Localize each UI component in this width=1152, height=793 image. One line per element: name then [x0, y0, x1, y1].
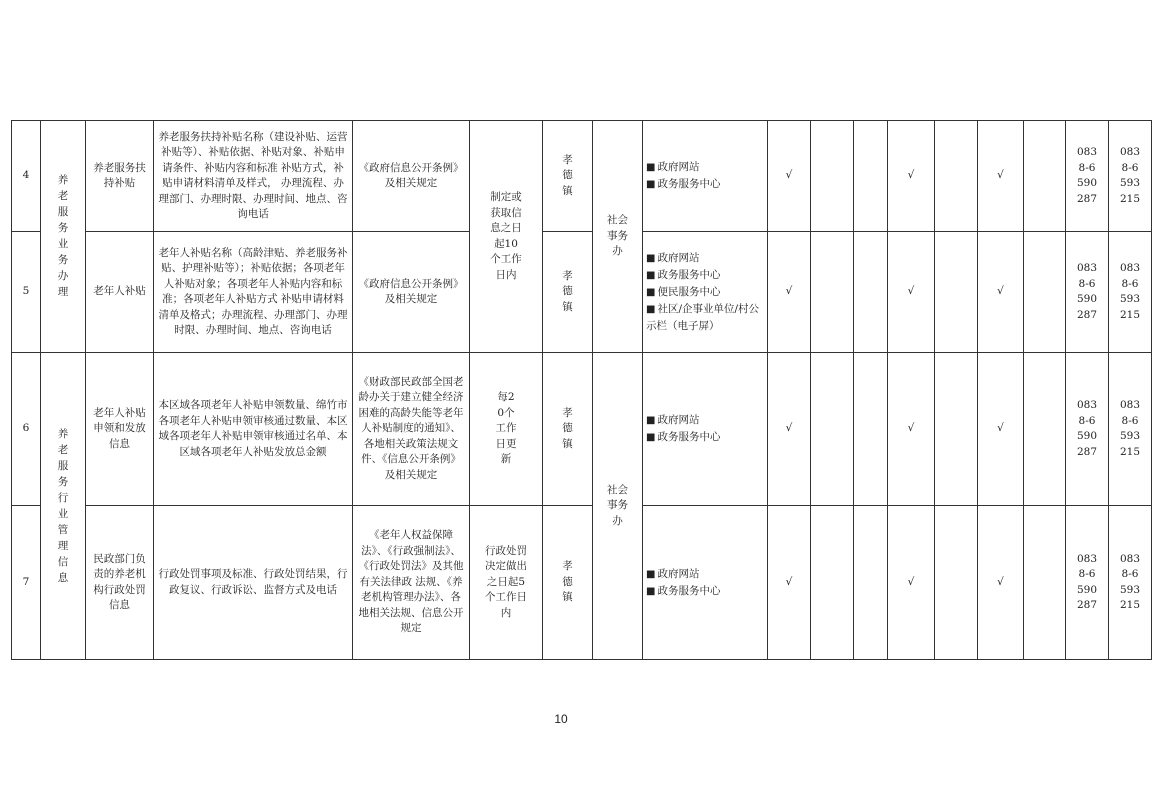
check-cell: √: [978, 506, 1024, 660]
channels-cell: [643, 506, 768, 660]
contact-cell: [1066, 232, 1109, 353]
table-row: [12, 353, 1152, 506]
blank-cell: [935, 353, 978, 506]
blank-cell: [935, 232, 978, 353]
subject-label: 孝德镇: [562, 406, 573, 450]
contact-phone: 0838-6590287: [1076, 552, 1098, 611]
basis-cell: 《财政部民政部全国老龄办关于建立健全经济困难的高龄失能等老年人补贴制度的通知》、各地相关政策法规文件、《信息公开条例》及相关规定: [353, 353, 470, 506]
timeframe-label: 每20个工作日更新: [495, 391, 517, 466]
contact-cell: [1109, 121, 1152, 232]
contact-cell: [1109, 506, 1152, 660]
channels-cell: [643, 353, 768, 506]
contact-cell: [1066, 121, 1109, 232]
blank-cell: [854, 232, 888, 353]
table-row: [12, 506, 1152, 660]
content-cell: 本区域各项老年人补贴申领数量、绵竹市各项老年人补贴申领审核通过数量、本区域各项老年人补贴申领审核通过名单、本区域各项老年人补贴发放总金额: [154, 353, 353, 506]
check-cell: √: [888, 232, 935, 353]
check-cell: √: [768, 121, 811, 232]
channel-item: ■ 政务服务中心: [646, 176, 764, 193]
timeframe-label: 行政处罚决定做出之日起5个工作日内: [485, 544, 527, 619]
channel-item: ■ 政务服务中心: [646, 267, 764, 284]
blank-cell: [811, 506, 854, 660]
basis-cell: 《老年人权益保障法》、《行政强制法》、《行政处罚法》及其他有关法律政 法规、《养老机构管理办法》、各地相关法规、信息公开规定: [353, 506, 470, 660]
check-cell: √: [768, 506, 811, 660]
row-number: 5: [12, 232, 41, 353]
item-cell: 民政部门负责的养老机构行政处罚信息: [86, 506, 154, 660]
timeframe-cell: [470, 506, 543, 660]
blank-cell: [1024, 121, 1066, 232]
blank-cell: [854, 121, 888, 232]
item-cell: 老年人补贴: [86, 232, 154, 353]
subject-cell: [543, 353, 593, 506]
check-cell: √: [978, 353, 1024, 506]
check-cell: √: [978, 232, 1024, 353]
table-row: [12, 232, 1152, 353]
subject-label: 孝德镇: [562, 269, 573, 313]
item-cell: 养老服务扶持补贴: [86, 121, 154, 232]
basis-cell: 《政府信息公开条例》及相关规定: [353, 232, 470, 353]
subject-cell: [543, 506, 593, 660]
channel-item: ■ 政务服务中心: [646, 429, 764, 446]
department-label: 社会事务办: [607, 483, 628, 527]
blank-cell: [811, 353, 854, 506]
subject-cell: [543, 121, 593, 232]
basis-cell: 《政府信息公开条例》及相关规定: [353, 121, 470, 232]
contact-cell: [1066, 353, 1109, 506]
blank-cell: [811, 121, 854, 232]
timeframe-cell: [470, 353, 543, 506]
row-number: 7: [12, 506, 41, 660]
content-cell: 行政处罚事项及标准、行政处罚结果，行政复议、行政诉讼、监督方式及电话: [154, 506, 353, 660]
blank-cell: [935, 121, 978, 232]
contact-phone: 0838-6590287: [1076, 399, 1098, 458]
contact-phone: 0838-6593215: [1119, 552, 1141, 611]
blank-cell: [935, 506, 978, 660]
check-cell: √: [768, 232, 811, 353]
disclosure-table: [11, 120, 1152, 660]
contact-phone: 0838-6593215: [1119, 399, 1141, 458]
department-label: 社会事务办: [607, 214, 628, 258]
contact-phone: 0838-6590287: [1076, 146, 1098, 205]
contact-cell: [1109, 232, 1152, 353]
category-cell: [41, 121, 86, 353]
department-cell: [593, 353, 643, 660]
contact-phone: 0838-6590287: [1076, 262, 1098, 321]
subject-label: 孝德镇: [562, 153, 573, 197]
check-cell: √: [888, 121, 935, 232]
check-cell: √: [888, 506, 935, 660]
channels-cell: [643, 232, 768, 353]
blank-cell: [854, 506, 888, 660]
category-label: 养老服务行业管理信息: [57, 427, 69, 584]
contact-cell: [1109, 353, 1152, 506]
channel-item: ■ 政府网站: [646, 159, 764, 176]
page-number: 10: [554, 712, 568, 726]
channel-item: ■ 政府网站: [646, 250, 764, 267]
blank-cell: [854, 353, 888, 506]
channel-item: ■ 政务服务中心: [646, 583, 764, 600]
category-label: 养老服务业务办理: [57, 174, 69, 299]
check-cell: √: [978, 121, 1024, 232]
timeframe-cell: [470, 121, 543, 353]
blank-cell: [1024, 232, 1066, 353]
contact-cell: [1066, 506, 1109, 660]
category-cell: [41, 353, 86, 660]
item-cell: 老年人补贴申领和发放信息: [86, 353, 154, 506]
content-cell: 养老服务扶持补贴名称（建设补贴、运营补贴等）、补贴依据、补贴对象、补贴申请条件、补贴内容和标准 补贴方式，补贴申请材料清单及样式， 办理流程、办理部门、办理时限、办理时间、地点、咨询电话: [154, 121, 353, 232]
blank-cell: [1024, 353, 1066, 506]
row-number: 4: [12, 121, 41, 232]
subject-label: 孝德镇: [562, 560, 573, 604]
channel-item: ■ 政府网站: [646, 412, 764, 429]
contact-phone: 0838-6593215: [1119, 146, 1141, 205]
row-number: 6: [12, 353, 41, 506]
timeframe-label: 制定或获取信息之日起10个工作日内: [490, 191, 522, 281]
check-cell: √: [888, 353, 935, 506]
channels-cell: [643, 121, 768, 232]
content-cell: 老年人补贴名称（高龄津贴、养老服务补贴、护理补贴等）；补贴依据；各项老年人补贴对象；各项老年人补贴内容和标准；各项老年人补贴方式 补贴申请材料清单及格式；办理流程、办理部门、办理时限、办理时间、地点、咨询电话: [154, 232, 353, 353]
table-row: [12, 121, 1152, 232]
subject-cell: [543, 232, 593, 353]
contact-phone: 0838-6593215: [1119, 262, 1141, 321]
channel-item: ■ 便民服务中心: [646, 284, 764, 301]
department-cell: [593, 121, 643, 353]
channel-item: ■ 社区/企事业单位/村公示栏（电子屏）: [646, 301, 764, 334]
blank-cell: [1024, 506, 1066, 660]
blank-cell: [811, 232, 854, 353]
channel-item: ■ 政府网站: [646, 566, 764, 583]
check-cell: √: [768, 353, 811, 506]
